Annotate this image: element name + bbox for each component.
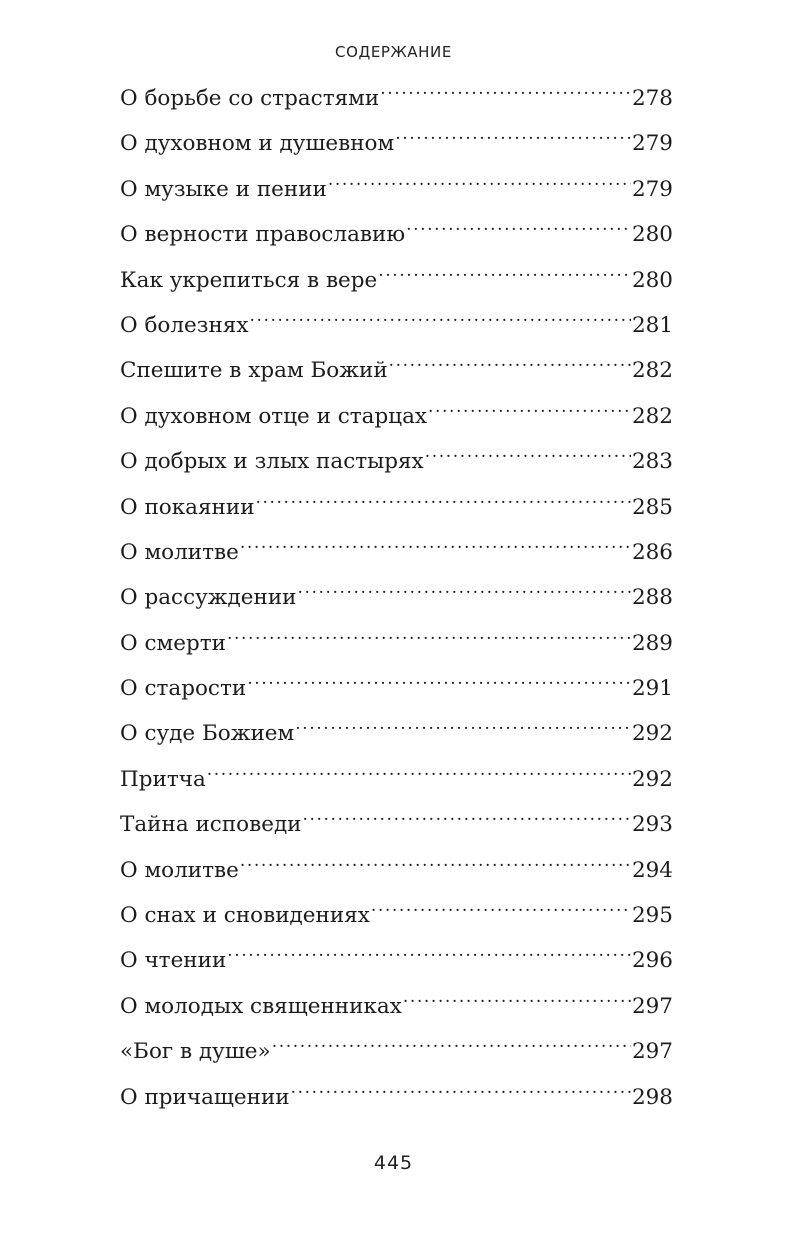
toc-entry-title: О молитве <box>120 857 239 883</box>
toc-entry-page: 285 <box>631 494 673 520</box>
toc-entry[interactable] <box>120 625 673 670</box>
toc-entry-title: О добрых и злых пастырях <box>120 449 424 475</box>
toc-entry[interactable] <box>120 352 673 397</box>
dot-leader <box>303 810 631 832</box>
dot-leader <box>406 220 631 242</box>
dot-leader <box>227 628 631 650</box>
dot-leader <box>298 583 631 605</box>
toc-entry-title: О верности православию <box>120 222 406 248</box>
toc-entry-page: 296 <box>631 948 673 974</box>
running-head: СОДЕРЖАНИЕ <box>335 43 452 61</box>
table-of-contents <box>120 80 673 1124</box>
dot-leader <box>240 855 631 877</box>
toc-entry-title: Как укрепиться в вере <box>120 267 378 293</box>
toc-entry-page: 279 <box>631 131 673 157</box>
toc-entry-title: О молодых священниках <box>120 993 402 1019</box>
dot-leader <box>428 401 631 423</box>
toc-entry[interactable] <box>120 216 673 261</box>
toc-entry-page: 292 <box>631 766 673 792</box>
dot-leader <box>227 946 631 968</box>
dot-leader <box>403 991 631 1013</box>
dot-leader <box>328 174 631 196</box>
dot-leader <box>249 310 630 332</box>
toc-entry[interactable] <box>120 489 673 534</box>
dot-leader <box>380 84 631 106</box>
toc-entry-page: 294 <box>631 857 673 883</box>
toc-entry-title: О духовном и душевном <box>120 131 395 157</box>
dot-leader <box>425 447 631 469</box>
toc-entry[interactable] <box>120 1033 673 1078</box>
toc-entry-page: 279 <box>631 176 673 202</box>
toc-entry-page: 278 <box>631 86 673 111</box>
toc-entry-title: О чтении <box>120 948 227 974</box>
toc-entry-title: Спешите в храм Божий <box>120 358 388 384</box>
toc-entry[interactable] <box>120 806 673 851</box>
toc-entry-title: О смерти <box>120 630 226 656</box>
toc-entry-page: 291 <box>631 676 673 702</box>
toc-entry-page: 288 <box>631 585 673 611</box>
toc-entry-page: 280 <box>631 222 673 248</box>
toc-entry-title: О молитве <box>120 539 239 565</box>
toc-entry-page: 295 <box>631 903 673 929</box>
toc-entry-title: Притча <box>120 766 206 792</box>
dot-leader <box>272 1037 631 1059</box>
toc-entry[interactable] <box>120 171 673 216</box>
toc-entry-title: О духовном отце и старцах <box>120 403 428 429</box>
toc-entry-title: «Бог в душе» <box>120 1039 271 1065</box>
toc-entry-page: 297 <box>631 1039 673 1065</box>
toc-entry-title: О рассуждении <box>120 585 297 611</box>
toc-entry-title: О снах и сновидениях <box>120 903 370 929</box>
dot-leader <box>240 537 631 559</box>
toc-entry-title: Тайна исповеди <box>120 812 302 838</box>
toc-entry-page: 280 <box>631 267 673 293</box>
toc-entry-title: О болезнях <box>120 312 249 338</box>
dot-leader <box>256 492 631 514</box>
toc-entry[interactable] <box>120 125 673 170</box>
dot-leader <box>371 901 631 923</box>
toc-entry-title: О борьбе со страстями <box>120 86 380 111</box>
toc-entry[interactable] <box>120 1079 673 1124</box>
toc-entry-page: 297 <box>631 993 673 1019</box>
toc-entry[interactable] <box>120 988 673 1033</box>
toc-entry-page: 298 <box>631 1084 673 1110</box>
toc-entry-page: 282 <box>631 358 673 384</box>
toc-entry[interactable] <box>120 307 673 352</box>
toc-entry-title: О старости <box>120 676 247 702</box>
toc-entry[interactable] <box>120 80 673 125</box>
toc-entry-page: 292 <box>631 721 673 747</box>
toc-entry-page: 293 <box>631 812 673 838</box>
toc-entry-title: О суде Божием <box>120 721 295 747</box>
toc-entry-page: 281 <box>631 312 673 338</box>
toc-entry[interactable] <box>120 897 673 942</box>
toc-entry-page: 283 <box>631 449 673 475</box>
dot-leader <box>378 265 631 287</box>
toc-entry-title: О покаянии <box>120 494 255 520</box>
toc-entry-page: 282 <box>631 403 673 429</box>
toc-entry[interactable] <box>120 715 673 760</box>
toc-entry-page: 289 <box>631 630 673 656</box>
toc-entry[interactable] <box>120 942 673 987</box>
dot-leader <box>291 1082 631 1104</box>
dot-leader <box>395 129 631 151</box>
toc-entry[interactable] <box>120 534 673 579</box>
dot-leader <box>207 764 631 786</box>
dot-leader <box>295 719 631 741</box>
toc-entry-title: О музыке и пении <box>120 176 327 202</box>
toc-entry-title: О причащении <box>120 1084 290 1110</box>
toc-entry-page: 286 <box>631 539 673 565</box>
dot-leader <box>389 356 631 378</box>
dot-leader <box>247 674 631 696</box>
toc-entry[interactable] <box>120 398 673 443</box>
toc-entry[interactable] <box>120 579 673 624</box>
toc-entry[interactable] <box>120 262 673 307</box>
toc-entry[interactable] <box>120 852 673 897</box>
toc-entry[interactable] <box>120 670 673 715</box>
toc-entry[interactable] <box>120 443 673 488</box>
toc-entry[interactable] <box>120 761 673 806</box>
page-number: 445 <box>373 1152 414 1174</box>
